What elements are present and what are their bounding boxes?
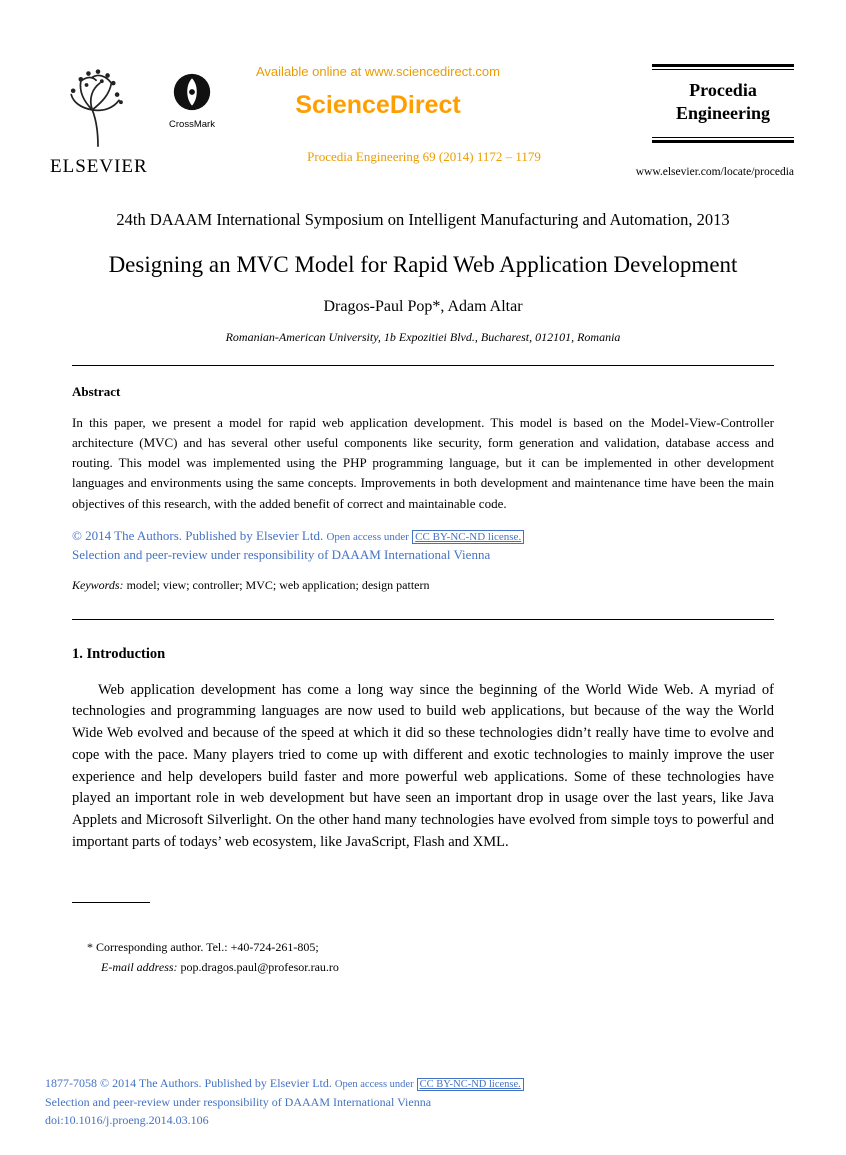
email-label: E-mail address: [101,960,178,975]
email-address-link[interactable]: pop.dragos.paul@profesor.rau.ro [180,960,339,975]
divider [72,365,774,366]
section-heading-introduction: 1. Introduction [72,645,166,662]
journal-url-link[interactable]: www.elsevier.com/locate/procedia [635,166,794,178]
affiliation-line: Romanian-American University, 1b Expozitiei Blvd., Bucharest, 012101, Romania [225,330,621,344]
header-center [206,64,550,120]
conference-title: 24th DAAAM International Symposium on Intelligent Manufacturing and Automation, 2013 [116,210,730,229]
divider [652,140,794,143]
footer-open-access-text: Open access under [334,1079,414,1090]
footnote-divider [72,902,150,903]
divider [72,619,774,620]
elsevier-logo[interactable] [50,64,146,178]
elsevier-tree-icon [58,64,138,150]
license-link[interactable]: CC BY-NC-ND license. [412,530,524,544]
footnote-block [72,937,774,978]
keywords-label: Keywords: [72,577,124,592]
journal-name-line1: Procedia [689,80,757,100]
journal-name [652,70,794,137]
email-line [87,957,774,977]
article-content [0,210,846,977]
page-footer [45,1074,786,1129]
elsevier-wordmark: ELSEVIER [50,156,148,177]
authors-line: Dragos-Paul Pop*, Adam Altar [323,298,523,315]
copyright-block [72,526,774,565]
selection-line: Selection and peer-review under responsibility of DAAAM International Vienna [72,547,491,563]
journal-title-box [652,64,794,143]
open-access-text: Open access under [326,530,409,543]
footer-license-link[interactable]: CC BY-NC-ND license. [417,1078,524,1091]
copyright-line: © 2014 The Authors. Published by Elsevier Ltd. [72,527,324,543]
abstract-paragraph: In this paper, we present a model for rapid web application development. This model is based on the Model-View-Controller architecture (MVC) and has several other useful components like security, form generation and validation, database access and routing. This model was implemented using the PHP programming language, but it can be implemented in other development languages and environments using the same concepts. Improvements in both development and maintenance time have been the main objectives of this research, with the added benefit of correct and maintainable code. [72,415,774,511]
crossmark-label: CrossMark [169,119,215,130]
sciencedirect-logo[interactable]: ScienceDirect [295,91,461,119]
keywords-text: model; view; controller; MVC; web application; design pattern [123,577,430,592]
footer-selection-line: Selection and peer-review under responsibility of DAAAM International Vienna [45,1094,432,1109]
keywords-line [72,578,774,593]
journal-header [0,0,846,196]
corresponding-author-line: * Corresponding author. Tel.: +40-724-261-805; [87,939,319,954]
issn-copyright: 1877-7058 © 2014 The Authors. Published by Elsevier Ltd. [45,1076,332,1090]
abstract-heading: Abstract [72,384,121,399]
introduction-paragraph: Web application development has come a long way since the beginning of the World Wide Web. A myriad of technologies and programming languages are now used to build web applications, but because of the way the World Wide Web evolved and because of the speed at which it did so these technologies didn’t really have time to evolve and cope with the pace. Many players tried to come up with different and exotic technologies to mainly improve the user experience and help developers build faster and more powerful web applications. Some of these technologies have played an important role in web development but have seen an important drop in usage over the last years, like Java Applets and Microsoft Silverlight. On the other hand many technologies have evolved from simple toys to powerful and important parts of todays’ web ecosystem, like JavaScript, Flash and XML. [72,681,774,850]
paper-title: Designing an MVC Model for Rapid Web Application Development [108,252,738,277]
journal-name-line2: Engineering [675,103,770,124]
footer-copyright-line [45,1074,786,1093]
journal-citation: Procedia Engineering 69 (2014) 1172 – 1179 [307,149,541,164]
doi-line: doi:10.1016/j.proeng.2014.03.106 [45,1112,209,1127]
available-online-link[interactable]: Available online at www.sciencedirect.com [256,64,500,79]
